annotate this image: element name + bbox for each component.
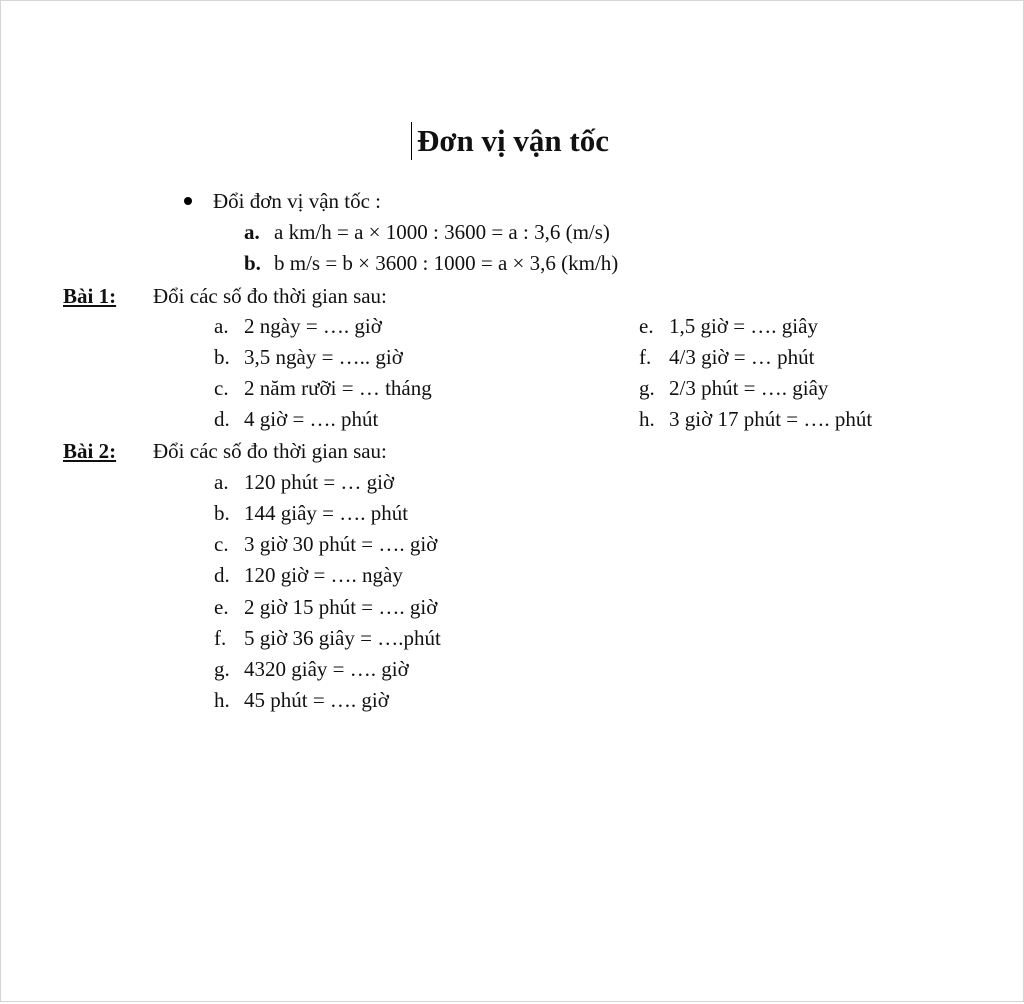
bai1-instruction: Đổi các số đo thời gian sau: — [153, 284, 387, 308]
bai2-item-marker: c. — [214, 532, 229, 556]
intro-item-text: b m/s = b × 3600 : 1000 = a × 3,6 (km/h) — [274, 251, 619, 275]
bai2-item-text: 120 giờ = …. ngày — [244, 563, 403, 587]
intro-item-marker: a. — [244, 220, 260, 244]
bai2-item-text: 3 giờ 30 phút = …. giờ — [244, 532, 438, 556]
intro-bullet-text: Đổi đơn vị vận tốc : — [213, 189, 381, 213]
bullet-icon — [184, 197, 192, 205]
bai1-item-marker: b. — [214, 345, 230, 369]
bai1-item-marker: c. — [214, 376, 229, 400]
bai1-item-text: 2/3 phút = …. giây — [669, 376, 829, 400]
intro-item-text: a km/h = a × 1000 : 3600 = a : 3,6 (m/s) — [274, 220, 610, 244]
bai2-item-text: 120 phút = … giờ — [244, 470, 395, 494]
bai2-instruction: Đổi các số đo thời gian sau: — [153, 439, 387, 463]
bai2-item-marker: h. — [214, 688, 230, 712]
bai1-item-text: 4 giờ = …. phút — [244, 407, 379, 431]
bai1-item-marker: e. — [639, 314, 654, 338]
bai1-label: Bài 1: — [63, 284, 117, 308]
bai1-item-marker: a. — [214, 314, 229, 338]
bai2-label: Bài 2: — [63, 439, 117, 463]
bai1-item-text: 3 giờ 17 phút = …. phút — [669, 407, 873, 431]
bai1-item-text: 3,5 ngày = ….. giờ — [244, 345, 403, 369]
bai2-item-marker: b. — [214, 501, 230, 525]
bai1-item-text: 4/3 giờ = … phút — [669, 345, 815, 369]
bai2-item-text: 144 giây = …. phút — [244, 501, 409, 525]
bai1-item-text: 2 năm rưỡi = … tháng — [244, 376, 432, 400]
bai2-item-marker: d. — [214, 563, 230, 587]
bai2-item-marker: g. — [214, 657, 230, 681]
bai2-item-marker: f. — [214, 626, 227, 650]
bai1-item-text: 2 ngày = …. giờ — [244, 314, 382, 338]
bai1-item-marker: g. — [639, 376, 655, 400]
bai2-item-text: 45 phút = …. giờ — [244, 688, 389, 712]
bai1-item-text: 1,5 giờ = …. giây — [669, 314, 818, 338]
bai2-item-marker: a. — [214, 470, 229, 494]
bai1-item-marker: f. — [639, 345, 652, 369]
bai2-item-marker: e. — [214, 595, 229, 619]
bai1-item-marker: d. — [214, 407, 230, 431]
bai2-item-text: 2 giờ 15 phút = …. giờ — [244, 595, 438, 619]
bai1-item-marker: h. — [639, 407, 655, 431]
bai2-item-text: 5 giờ 36 giây = ….phút — [244, 626, 441, 650]
document-title: Đơn vị vận tốc — [417, 123, 609, 158]
intro-item-marker: b. — [244, 251, 261, 275]
bai2-item-text: 4320 giây = …. giờ — [244, 657, 409, 681]
